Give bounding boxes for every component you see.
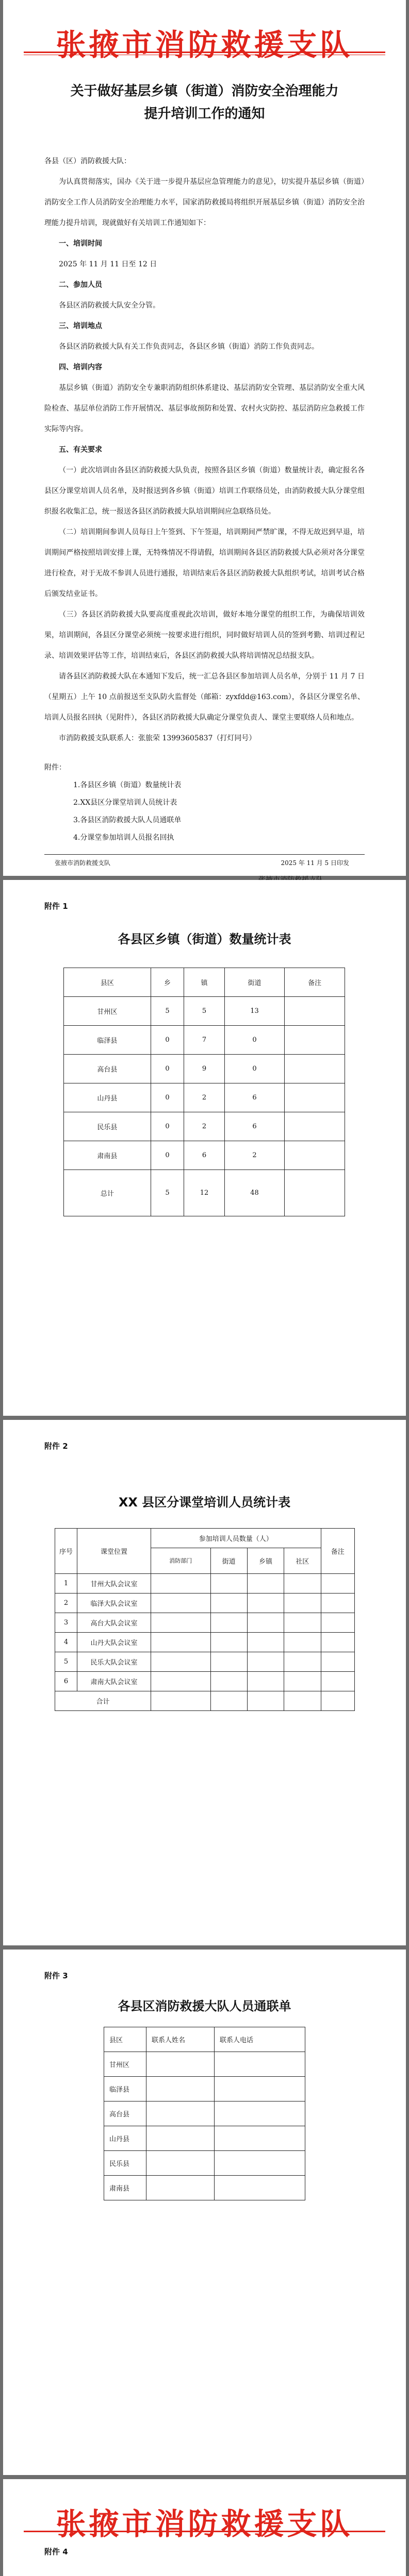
table-cell: 0 — [151, 1141, 184, 1170]
page-notice — [3, 0, 406, 876]
page-annex-3 — [3, 1950, 406, 2475]
annex-label: 附件 1 — [44, 902, 68, 911]
table-cell: 民乐县 — [64, 1112, 151, 1141]
section-heading: 二、参加人员 — [59, 281, 102, 289]
table-cell: 5 — [151, 997, 184, 1026]
table-cell: 高台大队会议室 — [77, 1613, 151, 1633]
column-group-header: 参加培训人员数量（人） — [151, 1529, 321, 1548]
table-row — [104, 2102, 305, 2126]
column-header: 县区 — [64, 968, 151, 997]
requirement-paragraph: 请各县区消防救援大队在本通知下发后，统一汇总各县区参加培训人员名单，分别于 11 月 7 日（星期五）上午 10 点前报送至支队防火监督处（邮箱：zyxfdd@163.com），各县区分课堂名单、培训人员报名回执（见附件），各县区消防救援大队确定分课堂负责人、课堂主要联络人员和地点。 — [44, 672, 365, 722]
section-heading: 三、培训地点 — [59, 322, 102, 330]
column-header: 消防部门 — [151, 1548, 211, 1574]
table-row — [55, 1633, 355, 1652]
page-annex-2 — [3, 1420, 406, 1945]
table-cell: 0 — [151, 1026, 184, 1055]
table-cell: 5 — [55, 1652, 77, 1672]
table-cell: 0 — [151, 1083, 184, 1112]
table-row — [55, 1652, 355, 1672]
annex-title: XX 县区分课堂培训人员统计表 — [118, 1495, 291, 1510]
column-header: 序号 — [55, 1529, 77, 1574]
table-cell: 合计 — [55, 1691, 151, 1711]
column-header: 镇 — [184, 968, 225, 997]
table-cell: 13 — [224, 997, 285, 1026]
table-row — [55, 1613, 355, 1633]
column-header: 乡镇 — [247, 1548, 284, 1574]
table-cell: 山丹大队会议室 — [77, 1633, 151, 1652]
table-cell: 6 — [224, 1083, 285, 1112]
salutation: 各县（区）消防救援大队： — [44, 157, 131, 165]
contact-line: 市消防救援支队联系人：张旅荣 13993605837（打灯同号） — [59, 734, 256, 742]
attachment-heading: 附件： — [44, 764, 66, 772]
section-heading: 四、培训内容 — [59, 363, 102, 371]
table-cell: 甘州区 — [64, 997, 151, 1026]
table-row — [104, 2151, 305, 2176]
table-header-row — [55, 1529, 355, 1548]
requirement-paragraph: （二）培训期间参训人员每日上午签到、下午签退，培训期间严禁旷课，不得无故迟到早退，培训期间严格按照培训安排上课，无特殊情况不得请假，培训期间各县区消防救援大队必须对各分课堂进行检查，对于无故不参训人员进行通报，培训结束后各县区消防救援大队组织考试，培训考试合格后颁发结业证书。 — [44, 528, 365, 598]
column-header: 乡 — [151, 968, 184, 997]
table-cell: 0 — [224, 1055, 285, 1083]
table-cell — [285, 1083, 345, 1112]
table-row — [55, 1594, 355, 1613]
table-total-row — [55, 1691, 355, 1711]
table-cell: 7 — [184, 1026, 225, 1055]
page-annex-4 — [3, 2479, 406, 2576]
table-cell: 2 — [184, 1083, 225, 1112]
table-cell: 肃南县 — [104, 2176, 146, 2200]
column-header: 联系人电话 — [215, 2027, 305, 2052]
table-row — [64, 1112, 345, 1141]
annex-title: 各县区消防救援大队人员通联单 — [118, 1999, 291, 2013]
annex-label: 附件 2 — [44, 1442, 68, 1451]
page-annex-1 — [3, 880, 406, 1416]
table-cell: 临泽大队会议室 — [77, 1594, 151, 1613]
table-row — [64, 1141, 345, 1170]
document-title — [3, 80, 406, 125]
table-cell: 1 — [55, 1574, 77, 1594]
table-cell: 肃南大队会议室 — [77, 1672, 151, 1691]
table-cell: 高台县 — [64, 1055, 151, 1083]
table-row — [104, 2176, 305, 2200]
table-cell: 甘州区 — [104, 2052, 146, 2077]
table-cell: 3 — [55, 1613, 77, 1633]
table-cell — [285, 1112, 345, 1141]
county-count-table — [63, 968, 345, 1216]
classroom-stats-table — [55, 1528, 355, 1711]
table-header-row — [104, 2027, 305, 2052]
footer-issuer: 张掖市消防救援支队 — [55, 859, 111, 867]
title-line-2: 提升培训工作的通知 — [144, 106, 265, 122]
table-row — [55, 1574, 355, 1594]
attachment-item: 3.各县区消防救援大队人员通联单 — [73, 816, 182, 824]
column-header: 联系人姓名 — [146, 2027, 215, 2052]
section-heading: 一、培训时间 — [59, 240, 102, 248]
table-cell: 高台县 — [104, 2102, 146, 2126]
table-row — [64, 1026, 345, 1055]
table-cell: 临泽县 — [64, 1026, 151, 1055]
attachment-item: 1.各县区乡镇（街道）数量统计表 — [73, 781, 182, 789]
table-cell: 总计 — [64, 1170, 151, 1216]
table-total-row — [64, 1170, 345, 1216]
table-cell: 民乐县 — [104, 2151, 146, 2176]
table-cell — [285, 1026, 345, 1055]
table-cell: 2 — [55, 1594, 77, 1613]
table-row — [55, 1672, 355, 1691]
column-header: 街道 — [210, 1548, 247, 1574]
column-header: 社区 — [284, 1548, 321, 1574]
column-header: 县区 — [104, 2027, 146, 2052]
contact-table — [104, 2027, 305, 2200]
annex-label: 附件 4 — [44, 2547, 68, 2556]
column-header: 备注 — [321, 1529, 355, 1574]
table-cell: 9 — [184, 1055, 225, 1083]
attachment-list — [44, 759, 365, 846]
page-footer — [3, 845, 406, 876]
table-cell — [285, 997, 345, 1026]
table-cell: 4 — [55, 1633, 77, 1652]
masthead: 张掖市消防救援支队 — [56, 28, 353, 62]
table-row — [64, 997, 345, 1026]
table-header-row — [64, 968, 345, 997]
table-cell: 6 — [55, 1672, 77, 1691]
section-body: 各县区消防救援大队有关工作负责同志，各县区乡镇（街道）消防工作负责同志。 — [59, 343, 319, 351]
footer-rule — [44, 854, 365, 855]
annex-title: 各县区乡镇（街道）数量统计表 — [118, 932, 291, 946]
column-header: 课堂位置 — [77, 1529, 151, 1574]
requirement-paragraph: （一）此次培训由各县区消防救援大队负责，按照各县区乡镇（街道）数量统计表，确定报名各县区分课堂培训人员名单，及时报送到各乡镇（街道）培训工作联络员处，由消防救援大队分课堂组织报名收集汇总，统一报送各县区消防救援大队培训期间应急联络员处。 — [44, 466, 365, 516]
table-cell: 山丹县 — [104, 2126, 146, 2151]
table-cell — [285, 1141, 345, 1170]
table-cell: 民乐大队会议室 — [77, 1652, 151, 1672]
table-cell: 0 — [224, 1026, 285, 1055]
table-cell: 6 — [224, 1112, 285, 1141]
section-heading: 五、有关要求 — [59, 446, 102, 454]
attachment-item: 4.分课堂参加培训人员报名回执 — [73, 834, 174, 842]
attachment-item: 2.XX县区分课堂培训人员统计表 — [73, 799, 177, 807]
table-cell: 0 — [151, 1112, 184, 1141]
title-line-1: 关于做好基层乡镇（街道）消防安全治理能力 — [70, 83, 339, 99]
table-cell: 5 — [184, 997, 225, 1026]
masthead: 张掖市消防救援支队 — [56, 2507, 353, 2541]
table-cell: 6 — [184, 1141, 225, 1170]
table-cell — [285, 1170, 345, 1216]
requirement-paragraph: （三）各县区消防救援大队要高度重视此次培训，做好本地分课堂的组织工作，为确保培训效果，培训期间，各县区分课堂必须统一按要求进行组织，同时做好培训人员的签到考勤、培训过程记录、培训效果评估等工作，培训结束后，各县区消防救援大队将培训情况总结报支队。 — [44, 611, 365, 660]
section-body: 各县区消防救援大队安全分管。 — [59, 301, 160, 310]
footer-date: 2025 年 11 月 5 日印发 — [281, 859, 349, 867]
column-header: 备注 — [285, 968, 345, 997]
table-cell: 0 — [151, 1055, 184, 1083]
table-cell: 临泽县 — [104, 2077, 146, 2102]
table-cell: 肃南县 — [64, 1141, 151, 1170]
annex-label: 附件 3 — [44, 1971, 68, 1980]
table-cell: 5 — [151, 1170, 184, 1216]
section-body: 2025 年 11 月 11 日至 12 日 — [59, 260, 157, 268]
table-row — [104, 2052, 305, 2077]
table-row — [104, 2077, 305, 2102]
table-row — [104, 2126, 305, 2151]
table-cell — [285, 1055, 345, 1083]
section-body: 基层乡镇（街道）消防安全专兼职消防组织体系建设、基层消防安全管理、基层消防安全重大风险检查、基层单位消防工作开展情况、基层事故预防和处置、农村火灾防控、基层消防应急救援工作实际等内容。 — [44, 384, 365, 433]
table-cell: 2 — [184, 1112, 225, 1141]
table-cell: 48 — [224, 1170, 285, 1216]
table-cell: 12 — [184, 1170, 225, 1216]
table-row — [64, 1055, 345, 1083]
column-header: 街道 — [224, 968, 285, 997]
table-cell: 2 — [224, 1141, 285, 1170]
intro-paragraph: 为认真贯彻落实，国办《关于进一步提升基层应急管理能力的意见》，切实提升基层乡镇（街道）消防安全工作人员消防安全治理能力水平，国家消防救援局将组织开展基层乡镇（街道）消防安全治理能力提升培训，现就做好有关培训工作通知如下： — [44, 178, 365, 227]
table-cell: 山丹县 — [64, 1083, 151, 1112]
table-row — [64, 1083, 345, 1112]
table-cell: 甘州大队会议室 — [77, 1574, 151, 1594]
